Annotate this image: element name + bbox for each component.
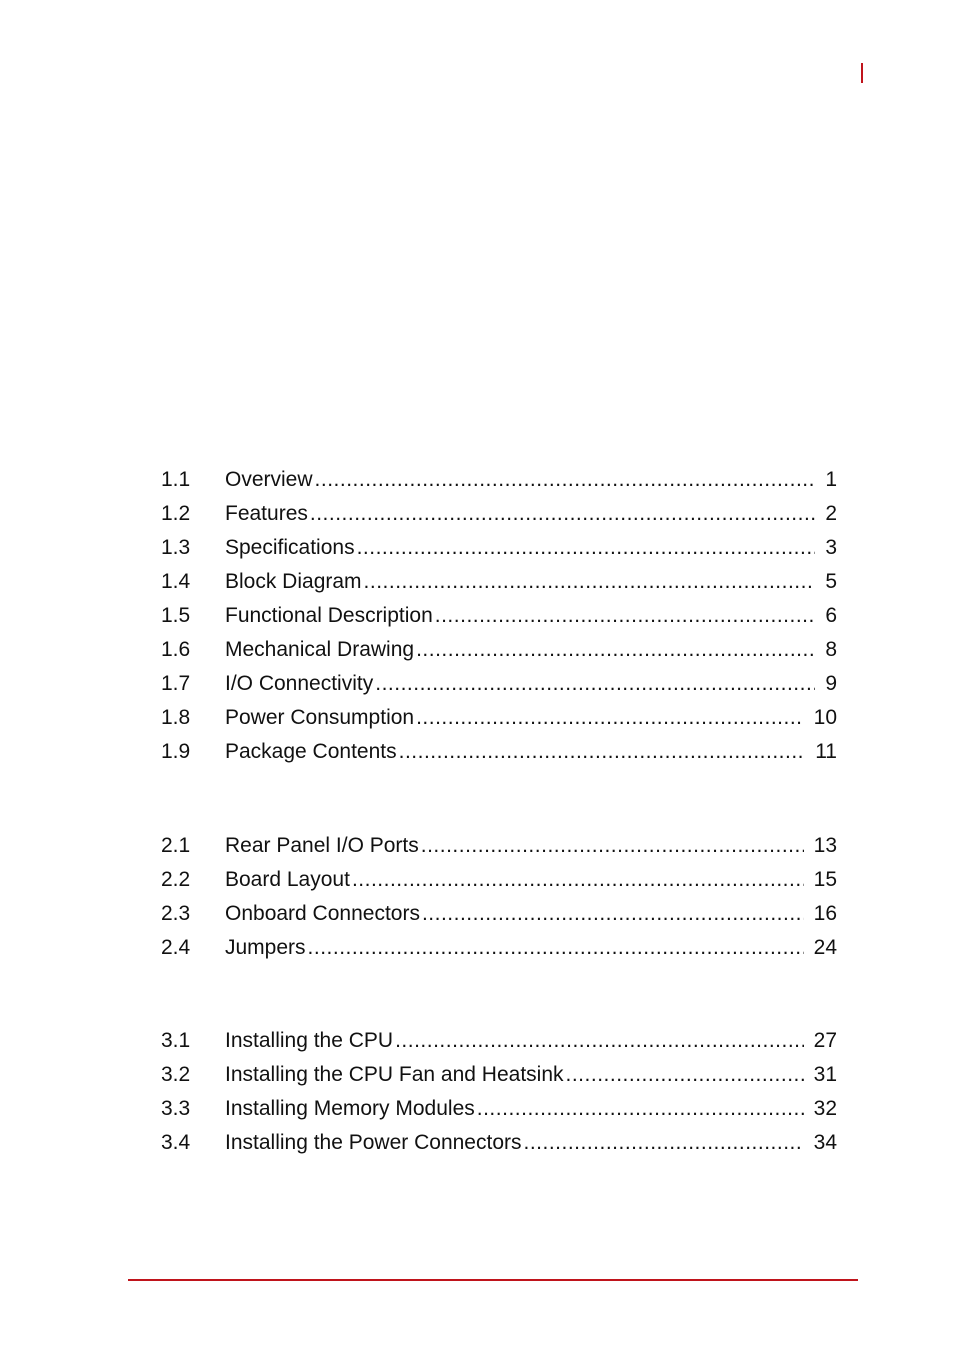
toc-entry-page: 2	[825, 502, 837, 525]
toc-entry-number: 1.9	[161, 740, 191, 763]
toc-entry-title: Jumpers	[225, 936, 306, 959]
toc-entry-page: 10	[813, 706, 837, 729]
toc-entry-number: 3.1	[161, 1029, 191, 1052]
toc-entry-title: Overview	[225, 468, 313, 491]
toc-entry-title: I/O Connectivity	[225, 672, 374, 695]
toc-entry-number: 1.7	[161, 672, 191, 695]
toc-entry-page: 8	[825, 638, 837, 661]
toc-section-1	[161, 463, 837, 769]
toc-entry-page: 13	[813, 834, 837, 857]
toc-dot-leader	[352, 863, 804, 897]
toc-entry	[225, 931, 837, 965]
toc-entry	[225, 701, 837, 735]
toc-entry-page: 16	[813, 902, 837, 925]
toc-entry-page: 1	[825, 468, 837, 491]
footer-rule	[128, 1279, 858, 1281]
header-accent-mark	[861, 63, 863, 83]
toc-entry	[225, 463, 837, 497]
toc-entry	[225, 897, 837, 931]
toc-entry-page: 9	[825, 672, 837, 695]
toc-entry-title: Installing the Power Connectors	[225, 1131, 522, 1154]
toc-section-3	[161, 1024, 837, 1160]
toc-section-2	[161, 829, 837, 965]
toc-row[interactable]	[161, 931, 837, 965]
toc-entry-number: 1.4	[161, 570, 191, 593]
toc-entry-number: 3.4	[161, 1131, 191, 1154]
toc-row[interactable]	[161, 1126, 837, 1160]
toc-entry-title: Board Layout	[225, 868, 350, 891]
toc-dot-leader	[566, 1058, 804, 1092]
toc-entry	[225, 599, 837, 633]
toc-entry-title: Installing Memory Modules	[225, 1097, 475, 1120]
toc-row[interactable]	[161, 701, 837, 735]
toc-row[interactable]	[161, 633, 837, 667]
toc-entry-page: 5	[825, 570, 837, 593]
toc-dot-leader	[416, 701, 804, 735]
toc-dot-leader	[399, 735, 806, 769]
toc-entry	[225, 1058, 837, 1092]
toc-dot-leader	[308, 931, 804, 965]
toc-entry-number: 2.1	[161, 834, 191, 857]
toc-entry-page: 34	[813, 1131, 837, 1154]
toc-dot-leader	[357, 531, 816, 565]
toc-entry-title: Block Diagram	[225, 570, 362, 593]
toc-row[interactable]	[161, 735, 837, 769]
toc-entry-title: Functional Description	[225, 604, 433, 627]
toc-entry-number: 3.3	[161, 1097, 191, 1120]
toc-entry-title: Features	[225, 502, 308, 525]
toc-row[interactable]	[161, 1024, 837, 1058]
toc-dot-leader	[315, 463, 816, 497]
toc-row[interactable]	[161, 497, 837, 531]
toc-entry-page: 3	[825, 536, 837, 559]
toc-entry	[225, 1126, 837, 1160]
toc-entry	[225, 531, 837, 565]
toc-dot-leader	[416, 633, 815, 667]
toc-row[interactable]	[161, 531, 837, 565]
toc-entry-title: Installing the CPU Fan and Heatsink	[225, 1063, 564, 1086]
toc-row[interactable]	[161, 1092, 837, 1126]
toc-entry	[225, 1024, 837, 1058]
toc-dot-leader	[477, 1092, 804, 1126]
toc-row[interactable]	[161, 463, 837, 497]
toc-entry-page: 11	[815, 740, 837, 763]
toc-dot-leader	[524, 1126, 804, 1160]
toc-entry-title: Installing the CPU	[225, 1029, 394, 1052]
toc-entry-number: 1.6	[161, 638, 191, 661]
toc-entry-number: 1.3	[161, 536, 191, 559]
toc-entry-number: 2.4	[161, 936, 191, 959]
toc-entry	[225, 565, 837, 599]
toc-entry	[225, 667, 837, 701]
toc-dot-leader	[421, 829, 804, 863]
toc-dot-leader	[435, 599, 816, 633]
toc-dot-leader	[310, 497, 815, 531]
toc-entry-page: 6	[825, 604, 837, 627]
toc-entry	[225, 863, 837, 897]
toc-entry-number: 3.2	[161, 1063, 191, 1086]
toc-entry-number: 1.2	[161, 502, 191, 525]
toc-row[interactable]	[161, 565, 837, 599]
toc-entry	[225, 633, 837, 667]
toc-entry-title: Power Consumption	[225, 706, 415, 729]
toc-entry-number: 1.5	[161, 604, 191, 627]
toc-dot-leader	[375, 667, 815, 701]
toc-entry-title: Specifications	[225, 536, 355, 559]
toc-entry-number: 1.1	[161, 468, 191, 491]
toc-row[interactable]	[161, 829, 837, 863]
toc-entry-page: 24	[813, 936, 837, 959]
toc-row[interactable]	[161, 863, 837, 897]
toc-entry-number: 2.2	[161, 868, 191, 891]
toc-entry-title: Rear Panel I/O Ports	[225, 834, 419, 857]
toc-entry	[225, 1092, 837, 1126]
toc-entry-number: 2.3	[161, 902, 191, 925]
toc-entry-page: 31	[813, 1063, 837, 1086]
toc-dot-leader	[395, 1024, 804, 1058]
toc-entry-page: 15	[813, 868, 837, 891]
toc-row[interactable]	[161, 897, 837, 931]
toc-entry-title: Mechanical Drawing	[225, 638, 415, 661]
toc-entry-title: Package Contents	[225, 740, 397, 763]
toc-entry	[225, 735, 837, 769]
toc-entry-number: 1.8	[161, 706, 191, 729]
toc-dot-leader	[364, 565, 816, 599]
toc-row[interactable]	[161, 599, 837, 633]
toc-entry-page: 27	[813, 1029, 837, 1052]
toc-entry-page: 32	[813, 1097, 837, 1120]
toc-entry-title: Onboard Connectors	[225, 902, 420, 925]
toc-entry	[225, 829, 837, 863]
toc-dot-leader	[422, 897, 804, 931]
toc-entry	[225, 497, 837, 531]
toc-row[interactable]	[161, 1058, 837, 1092]
toc-row[interactable]	[161, 667, 837, 701]
